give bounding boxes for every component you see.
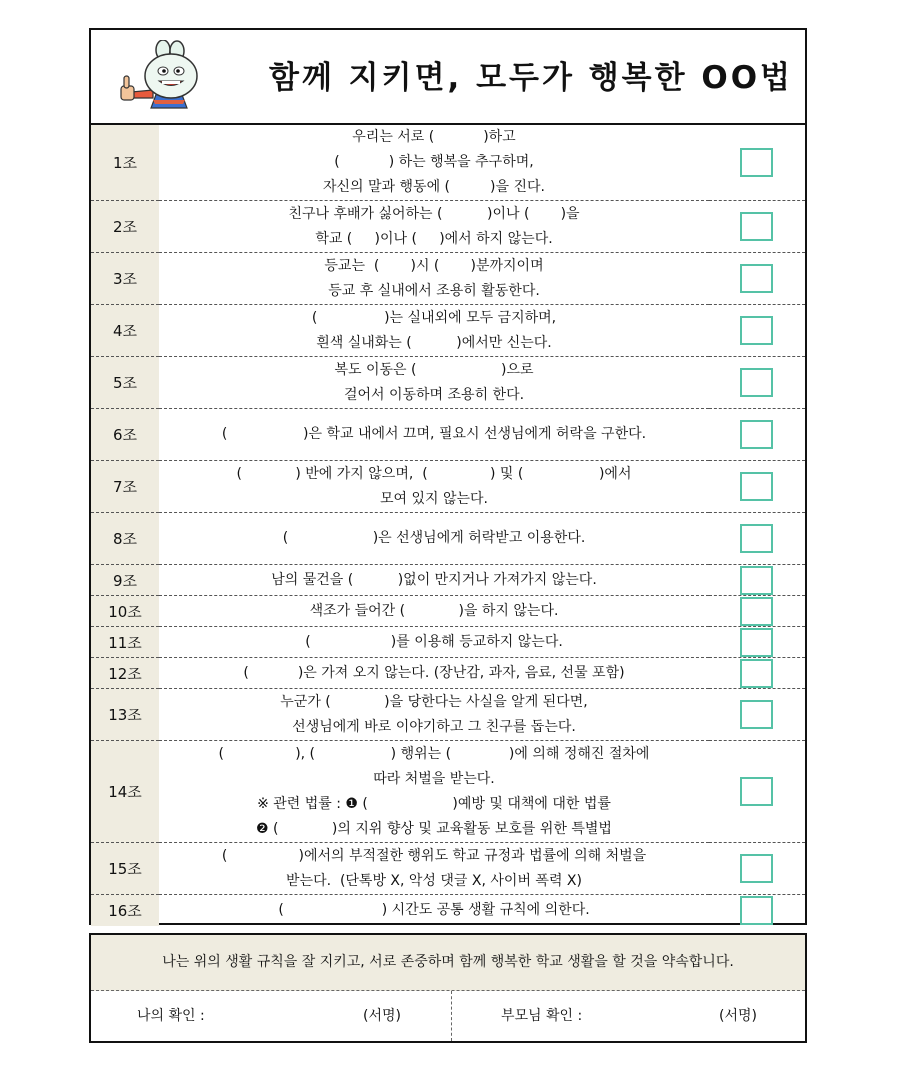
rule-row bbox=[91, 627, 805, 658]
rule-row bbox=[91, 565, 805, 596]
rule-row bbox=[91, 305, 805, 357]
rule-number: 15조 bbox=[91, 843, 159, 895]
rule-number: 11조 bbox=[91, 627, 159, 658]
rule-row bbox=[91, 895, 805, 926]
rule-number: 14조 bbox=[91, 741, 159, 843]
rule-checkbox[interactable] bbox=[740, 472, 773, 501]
rule-row bbox=[91, 843, 805, 895]
rule-number: 16조 bbox=[91, 895, 159, 926]
rule-checkbox[interactable] bbox=[740, 597, 773, 626]
rules-sheet bbox=[89, 28, 807, 925]
rule-text: ( )를 이용해 등교하지 않는다. bbox=[305, 633, 563, 650]
parent-confirm-label: 부모님 확인 : bbox=[501, 1008, 583, 1024]
rule-checkbox[interactable] bbox=[740, 700, 773, 729]
rule-checkbox[interactable] bbox=[740, 316, 773, 345]
rule-checkbox[interactable] bbox=[740, 896, 773, 925]
rule-number: 5조 bbox=[91, 357, 159, 409]
rule-text: 우리는 서로 ( )하고 ( ) 하는 행복을 추구하며, 자신의 말과 행동에 ( )을 진다. bbox=[323, 129, 545, 195]
self-signature-field[interactable]: (서명) bbox=[363, 1008, 401, 1024]
rule-text: ( )는 실내외에 모두 금지하며, 흰색 실내화는 ( )에서만 신는다. bbox=[311, 309, 557, 351]
rule-checkbox[interactable] bbox=[740, 524, 773, 553]
self-confirm-label: 나의 확인 : bbox=[137, 1008, 205, 1024]
rule-number: 2조 bbox=[91, 201, 159, 253]
rule-row bbox=[91, 741, 805, 843]
rule-row bbox=[91, 461, 805, 513]
rule-number: 3조 bbox=[91, 253, 159, 305]
rule-checkbox[interactable] bbox=[740, 264, 773, 293]
rule-number: 13조 bbox=[91, 689, 159, 741]
rule-checkbox[interactable] bbox=[740, 212, 773, 241]
rule-checkbox[interactable] bbox=[740, 148, 773, 177]
rule-text: ( ) 반에 가지 않으며, ( ) 및 ( )에서 모여 있지 않는다. bbox=[236, 465, 632, 507]
rule-number: 10조 bbox=[91, 596, 159, 627]
header bbox=[91, 30, 805, 125]
rule-row bbox=[91, 125, 805, 201]
pledge-statement: 나는 위의 생활 규칙을 잘 지키고, 서로 존중하며 함께 행복한 학교 생활을 할 것을 약속합니다. bbox=[91, 935, 805, 991]
rule-text: ( )은 가져 오지 않는다. (장난감, 과자, 음료, 선물 포함) bbox=[243, 664, 625, 681]
rule-text: ( ) 시간도 공통 생활 규칙에 의한다. bbox=[278, 901, 590, 918]
rule-row bbox=[91, 253, 805, 305]
rule-text: 누군가 ( )을 당한다는 사실을 알게 된다면, 선생님에게 바로 이야기하고 그 친구를 돕는다. bbox=[280, 693, 588, 735]
rule-checkbox[interactable] bbox=[740, 420, 773, 449]
rule-number: 1조 bbox=[91, 125, 159, 201]
rule-text: ( )은 학교 내에서 끄며, 필요시 선생님에게 허락을 구한다. bbox=[221, 426, 647, 442]
parent-signature-field[interactable]: (서명) bbox=[719, 1008, 757, 1024]
rule-number: 6조 bbox=[91, 409, 159, 461]
rule-checkbox[interactable] bbox=[740, 368, 773, 397]
rule-checkbox[interactable] bbox=[740, 777, 773, 806]
rule-checkbox[interactable] bbox=[740, 854, 773, 883]
rule-number: 8조 bbox=[91, 513, 159, 565]
thumbs-up-mascot-icon bbox=[117, 40, 209, 116]
rule-checkbox[interactable] bbox=[740, 628, 773, 657]
signature-divider bbox=[451, 991, 452, 1041]
pledge-box bbox=[89, 933, 807, 1043]
rule-text: 색조가 들어간 ( )을 하지 않는다. bbox=[309, 602, 559, 619]
rule-row bbox=[91, 658, 805, 689]
rule-row bbox=[91, 357, 805, 409]
rule-row bbox=[91, 513, 805, 565]
rule-row bbox=[91, 201, 805, 253]
page-title: 함께 지키면, 모두가 행복한 OO법 bbox=[269, 60, 794, 96]
rule-number: 4조 bbox=[91, 305, 159, 357]
rule-text: 등교는 ( )시 ( )분까지이며 등교 후 실내에서 조용히 활동한다. bbox=[324, 257, 544, 299]
rule-number: 9조 bbox=[91, 565, 159, 596]
rule-row bbox=[91, 689, 805, 741]
rule-number: 12조 bbox=[91, 658, 159, 689]
rules-table bbox=[91, 125, 805, 926]
rule-row bbox=[91, 596, 805, 627]
rule-checkbox[interactable] bbox=[740, 566, 773, 595]
rule-text: ( )에서의 부적절한 행위도 학교 규정과 법률에 의해 처벌을 받는다. (단톡방 X, 악성 댓글 X, 사이버 폭력 X) bbox=[221, 847, 647, 889]
rule-checkbox[interactable] bbox=[740, 659, 773, 688]
rule-row bbox=[91, 409, 805, 461]
rule-text: ( ), ( ) 행위는 ( )에 의해 정해진 절차에 따라 처벌을 받는다. ※ 관련 법률 : ❶ ( )예방 및 대책에 대한 법률 ❷ ( )의 지위 향상 및 교육활동 보호를 위한 특별법 bbox=[218, 745, 650, 837]
rule-text: ( )은 선생님에게 허락받고 이용한다. bbox=[282, 530, 586, 546]
rule-text: 복도 이동은 ( )으로 걸어서 이동하며 조용히 한다. bbox=[334, 361, 534, 403]
rule-text: 남의 물건을 ( )없이 만지거나 가져가지 않는다. bbox=[271, 571, 597, 588]
rule-number: 7조 bbox=[91, 461, 159, 513]
rule-text: 친구나 후배가 싫어하는 ( )이나 ( )을 학교 ( )이나 ( )에서 하지 않는다. bbox=[288, 205, 580, 247]
